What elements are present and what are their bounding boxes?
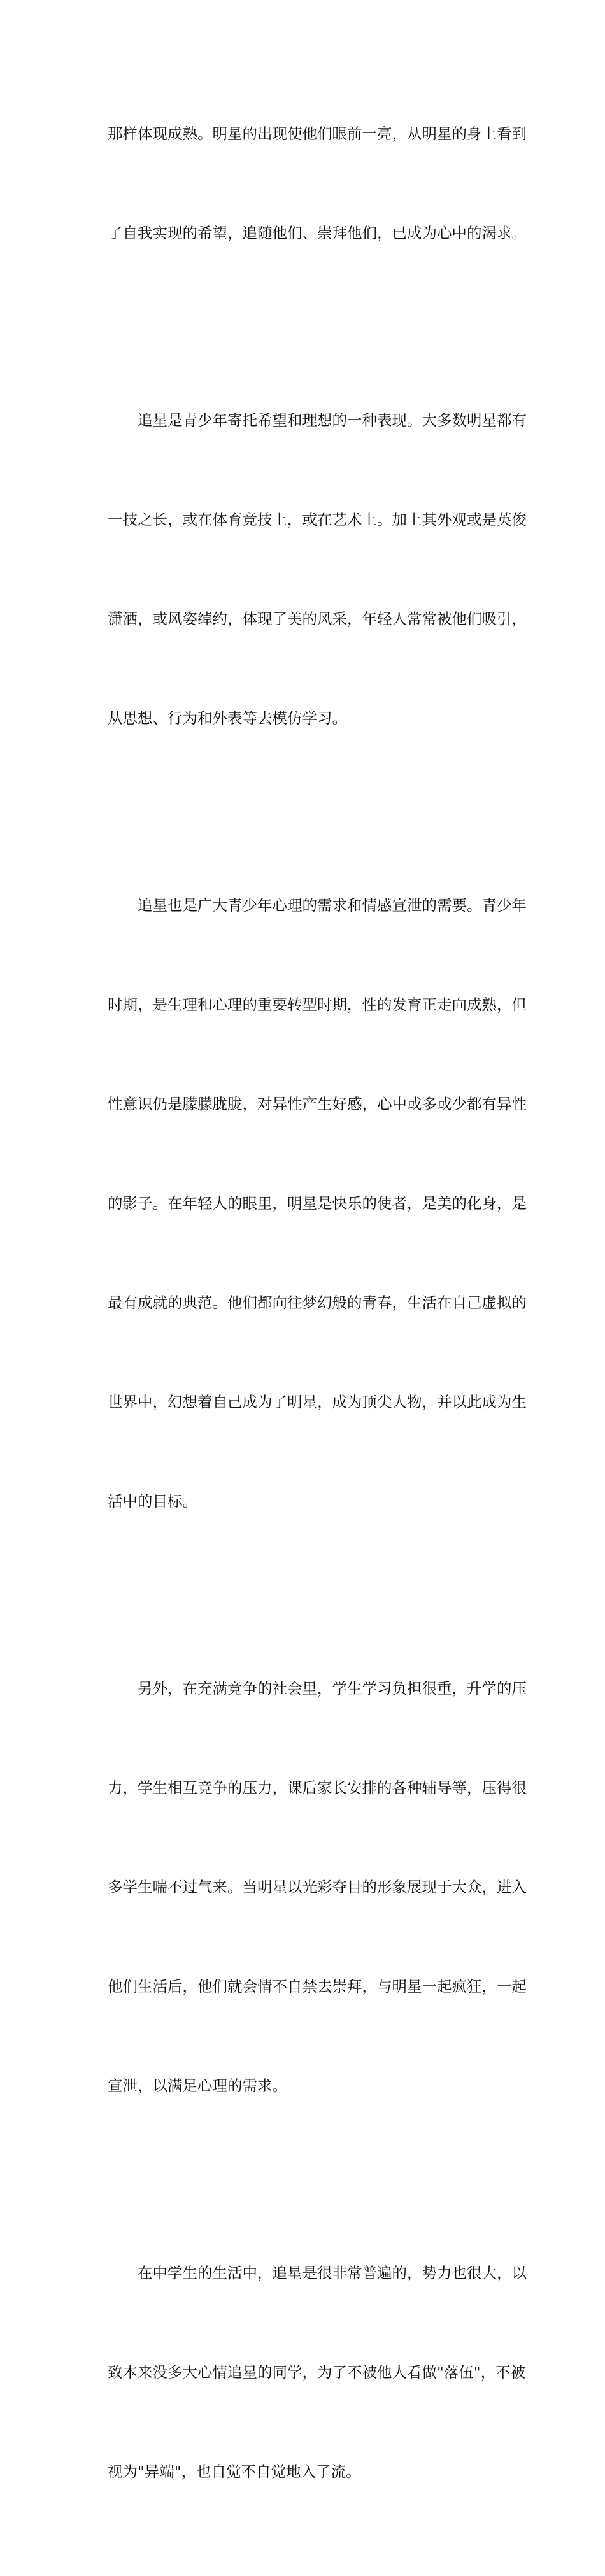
text-line: 活中的目标。: [108, 1492, 197, 1510]
paragraph-2: [108, 337, 527, 801]
text-line: 致本来没多大心情追星的同学，为了不被他人看做"落伍"，不被: [108, 2363, 526, 2381]
text-line: 在中学生的生活中，追星是很非常普遍的，势力也很大，以: [108, 2264, 527, 2282]
text-line: 的影子。在年轻人的眼里，明星是快乐的使者，是美的化身，是: [108, 1194, 527, 1212]
text-line: 一技之长，或在体育竞技上，或在艺术上。加上其外观或是英俊: [108, 511, 527, 528]
text-line: 追星也是广大青少年心理的需求和情感宣泄的需要。青少年: [108, 896, 527, 914]
text-line: 潇洒，或风姿绰约，体现了美的风采，年轻人常常被他们吸引，: [108, 610, 527, 628]
text-line: 性意识仍是朦朦胧胧，对异性产生好感，心中或多或少都有异性: [108, 1095, 527, 1113]
text-line: 他们生活后，他们就会情不自禁去崇拜，与明星一起疯狂，一起: [108, 1978, 527, 1995]
text-line: 宣泄，以满足心理的需求。: [108, 2077, 287, 2095]
text-line: 多学生喘不过气来。当明星以光彩夺目的形象展现于大众，进入: [108, 1878, 527, 1896]
text-line: 视为"异端"，也自觉不自觉地入了流。: [108, 2463, 361, 2480]
text-line: 最有成就的典范。他们都向往梦幻般的青春，生活在自己虚拟的: [108, 1294, 527, 1312]
paragraph-1: [108, 51, 527, 316]
text-line: 时期，是生理和心理的重要转型时期，性的发育正走向成熟，但: [108, 996, 527, 1014]
paragraph-3: [108, 823, 527, 1584]
paragraph-4: [108, 1606, 527, 2169]
text-line: 从思想、行为和外表等去模仿学习。: [108, 709, 347, 727]
text-line: 那样体现成熟。明星的出现使他们眼前一亮，从明星的身上看到: [108, 125, 527, 143]
text-line: 力，学生相互竞争的压力，课后家长安排的各种辅导等，压得很: [108, 1779, 527, 1797]
text-line: 了自我实现的希望，追随他们、崇拜他们，已成为心中的渴求。: [108, 224, 527, 242]
text-line: 追星是青少年寄托希望和理想的一种表现。大多数明星都有: [108, 411, 527, 429]
text-line: 世界中，幻想着自己成为了明星，成为顶尖人物，并以此成为生: [108, 1393, 527, 1411]
paragraph-5: [108, 2190, 527, 2554]
document-page: [108, 51, 527, 2576]
text-line: 另外，在充满竞争的社会里，学生学习负担很重，升学的压: [108, 1680, 527, 1697]
